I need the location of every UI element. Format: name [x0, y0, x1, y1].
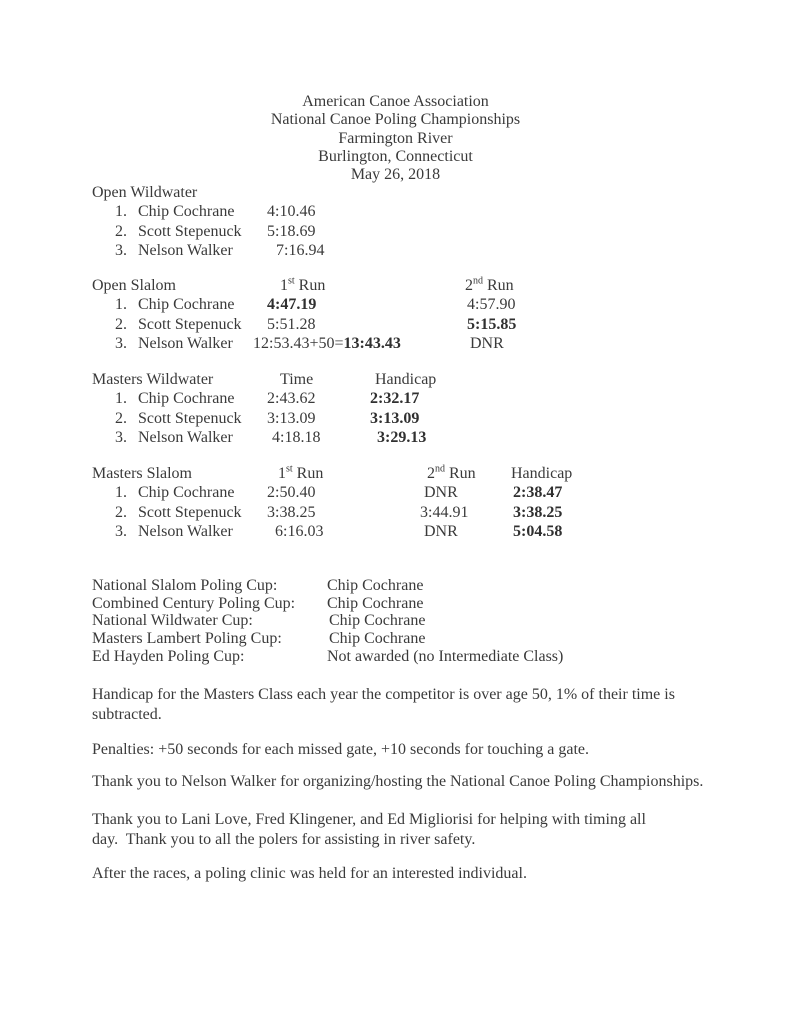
second-run-value: DNR — [424, 522, 458, 540]
competitor-name: Chip Cochrane — [138, 390, 235, 408]
rank: 1. — [115, 203, 127, 221]
result-row — [0, 484, 791, 503]
rank: 1. — [115, 296, 127, 314]
cup-label: Ed Hayden Poling Cup: — [92, 647, 245, 665]
note-line: After the races, a poling clinic was held for an interested individual. — [92, 865, 527, 882]
result-row — [0, 410, 791, 429]
time-value: 3:13.09 — [267, 409, 316, 427]
rank: 2. — [115, 222, 127, 240]
handicap-value: 3:13.09 — [370, 409, 420, 427]
cup-winner: Chip Cochrane — [327, 594, 424, 612]
rank: 3. — [115, 428, 127, 446]
second-run-value: 4:57.90 — [467, 296, 516, 314]
competitor-name: Scott Stepenuck — [138, 503, 242, 521]
section-open-slalom — [0, 277, 791, 354]
result-row — [0, 429, 791, 448]
time-value: 5:18.69 — [267, 222, 316, 240]
result-row — [0, 523, 791, 542]
competitor-name: Scott Stepenuck — [138, 409, 242, 427]
section-open-wildwater — [0, 184, 791, 261]
header-association: American Canoe Association — [302, 93, 489, 110]
result-row — [0, 335, 791, 354]
column-header-second-run: 2nd Run — [427, 463, 476, 482]
section-title: Masters Wildwater — [92, 371, 214, 388]
column-header-first-run: 1st Run — [278, 463, 324, 482]
thanks-organizer-note — [92, 772, 732, 792]
section-title-row — [0, 277, 791, 296]
column-header-time: Time — [280, 371, 314, 388]
competitor-name: Nelson Walker — [138, 428, 233, 446]
first-run-value: 3:38.25 — [267, 503, 316, 521]
note-line: Handicap for the Masters Class each year the competitor is over age 50, 1% of their time is — [92, 686, 675, 703]
column-header-second-run: 2nd Run — [465, 275, 514, 294]
competitor-name: Scott Stepenuck — [138, 315, 242, 333]
result-row — [0, 504, 791, 523]
cup-label: Combined Century Poling Cup: — [92, 594, 296, 612]
competitor-name: Nelson Walker — [138, 334, 233, 352]
competitor-name: Nelson Walker — [138, 241, 233, 259]
section-title-row — [0, 184, 791, 203]
rank: 3. — [115, 522, 127, 540]
first-run-value: 6:16.03 — [275, 522, 324, 540]
section-masters-slalom — [0, 465, 791, 542]
section-title: Masters Slalom — [92, 465, 192, 482]
cup-label: National Slalom Poling Cup: — [92, 577, 278, 594]
column-header-handicap: Handicap — [511, 465, 573, 482]
result-row — [0, 242, 791, 261]
thanks-timing-note — [92, 810, 732, 849]
cup-award-row — [0, 612, 791, 630]
header-event-title: National Canoe Poling Championships — [270, 111, 521, 129]
second-run-value: 3:44.91 — [420, 503, 469, 521]
rank: 3. — [115, 334, 127, 352]
rank: 2. — [115, 409, 127, 427]
competitor-name: Chip Cochrane — [138, 203, 235, 221]
competitor-name: Nelson Walker — [138, 522, 233, 540]
cup-label: National Wildwater Cup: — [92, 612, 253, 630]
section-title-row — [0, 465, 791, 484]
note-line: Thank you to Nelson Walker for organizing/hosting the National Canoe Poling Championships. — [92, 773, 704, 790]
cup-winner: Chip Cochrane — [327, 577, 424, 594]
section-masters-wildwater — [0, 371, 791, 448]
cup-winner: Chip Cochrane — [329, 630, 426, 648]
handicap-value: 3:38.25 — [513, 503, 563, 521]
first-run-value: 2:50.40 — [267, 484, 316, 502]
competitor-name: Scott Stepenuck — [138, 222, 242, 240]
handicap-value: 2:38.47 — [513, 484, 563, 502]
note-line: Thank you to Lani Love, Fred Klingener, and Ed Migliorisi for helping with timing all — [92, 811, 646, 828]
first-run-value: 5:51.28 — [267, 315, 316, 333]
time-value: 2:43.62 — [267, 390, 316, 408]
first-run-value: 4:47.19 — [267, 296, 317, 314]
section-title-row — [0, 371, 791, 390]
rank: 2. — [115, 503, 127, 521]
competitor-name: Chip Cochrane — [138, 296, 235, 314]
rank: 2. — [115, 315, 127, 333]
cup-award-row — [0, 630, 791, 648]
rank: 3. — [115, 241, 127, 259]
header-location: Burlington, Connecticut — [318, 147, 473, 165]
section-title: Open Slalom — [92, 277, 176, 294]
handicap-value: 2:32.17 — [370, 390, 420, 408]
section-title: Open Wildwater — [92, 184, 198, 201]
penalties-note — [92, 740, 732, 760]
cup-award-row — [0, 577, 791, 595]
time-value: 7:16.94 — [276, 241, 325, 259]
cup-award-row — [0, 648, 791, 666]
competitor-name: Chip Cochrane — [138, 484, 235, 502]
second-run-value: 5:15.85 — [467, 315, 517, 333]
cup-winner: Not awarded (no Intermediate Class) — [327, 647, 564, 665]
cup-award-row — [0, 595, 791, 613]
column-header-first-run: 1st Run — [280, 275, 326, 294]
column-header-handicap: Handicap — [375, 371, 437, 388]
document-header — [0, 93, 791, 184]
header-date: May 26, 2018 — [350, 166, 441, 184]
header-venue: Farmington River — [338, 129, 453, 147]
result-row — [0, 203, 791, 222]
cup-label: Masters Lambert Poling Cup: — [92, 630, 282, 648]
result-row — [0, 390, 791, 409]
handicap-value: 3:29.13 — [377, 428, 427, 446]
time-value: 4:18.18 — [272, 428, 321, 446]
first-run-value: 12:53.43+50=13:43.43 — [253, 334, 401, 352]
handicap-value: 5:04.58 — [513, 522, 563, 540]
cup-winner: Chip Cochrane — [329, 612, 426, 630]
second-run-value: DNR — [470, 334, 504, 352]
note-line: Penalties: +50 seconds for each missed gate, +10 seconds for touching a gate. — [92, 741, 590, 758]
penalized-total: 13:43.43 — [343, 334, 401, 352]
section-cup-awards — [0, 577, 791, 665]
rank: 1. — [115, 390, 127, 408]
clinic-note — [92, 864, 732, 884]
result-row — [0, 316, 791, 335]
result-row — [0, 296, 791, 315]
second-run-value: DNR — [424, 484, 458, 502]
time-value: 4:10.46 — [267, 203, 316, 221]
handicap-note — [92, 685, 732, 724]
rank: 1. — [115, 484, 127, 502]
note-line: subtracted. — [92, 705, 162, 723]
note-line: day. Thank you to all the polers for assisting in river safety. — [92, 830, 476, 848]
result-row — [0, 223, 791, 242]
